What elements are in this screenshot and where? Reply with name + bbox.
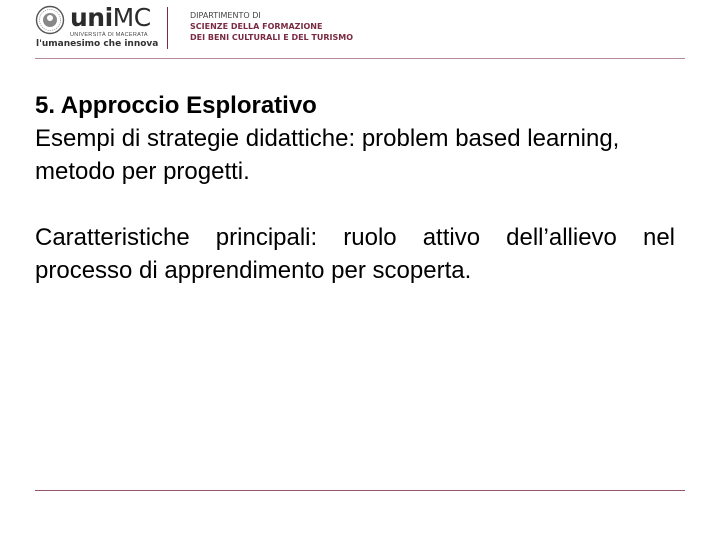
university-seal-icon (35, 5, 65, 35)
department-line-3: DEI BENI CULTURALI E DEL TURISMO (190, 33, 354, 42)
university-name: UNIVERSITÀ DI MACERATA (70, 32, 148, 38)
slide-body (35, 89, 675, 287)
university-logo-text (70, 3, 151, 32)
logo-word: uni (70, 3, 113, 32)
slide-paragraph-1: Esempi di strategie didattiche: problem based learning, metodo per progetti. (35, 125, 620, 185)
department-line-1: DIPARTIMENTO DI (190, 11, 261, 20)
slide-heading: 5. Approccio Esplorativo (35, 92, 317, 119)
department-line-2: SCIENZE DELLA FORMAZIONE (190, 22, 323, 31)
university-tagline: l'umanesimo che innova (36, 39, 159, 49)
logo-suffix: MC (112, 3, 151, 32)
header-divider (167, 7, 168, 49)
department-name (190, 10, 353, 43)
slide-header (0, 0, 720, 60)
footer-rule (35, 490, 685, 491)
header-rule (35, 58, 685, 59)
slide-paragraph-2: Caratteristiche principali: ruolo attivo dell’allievo nel processo di apprendimento per scoperta. (35, 224, 675, 284)
